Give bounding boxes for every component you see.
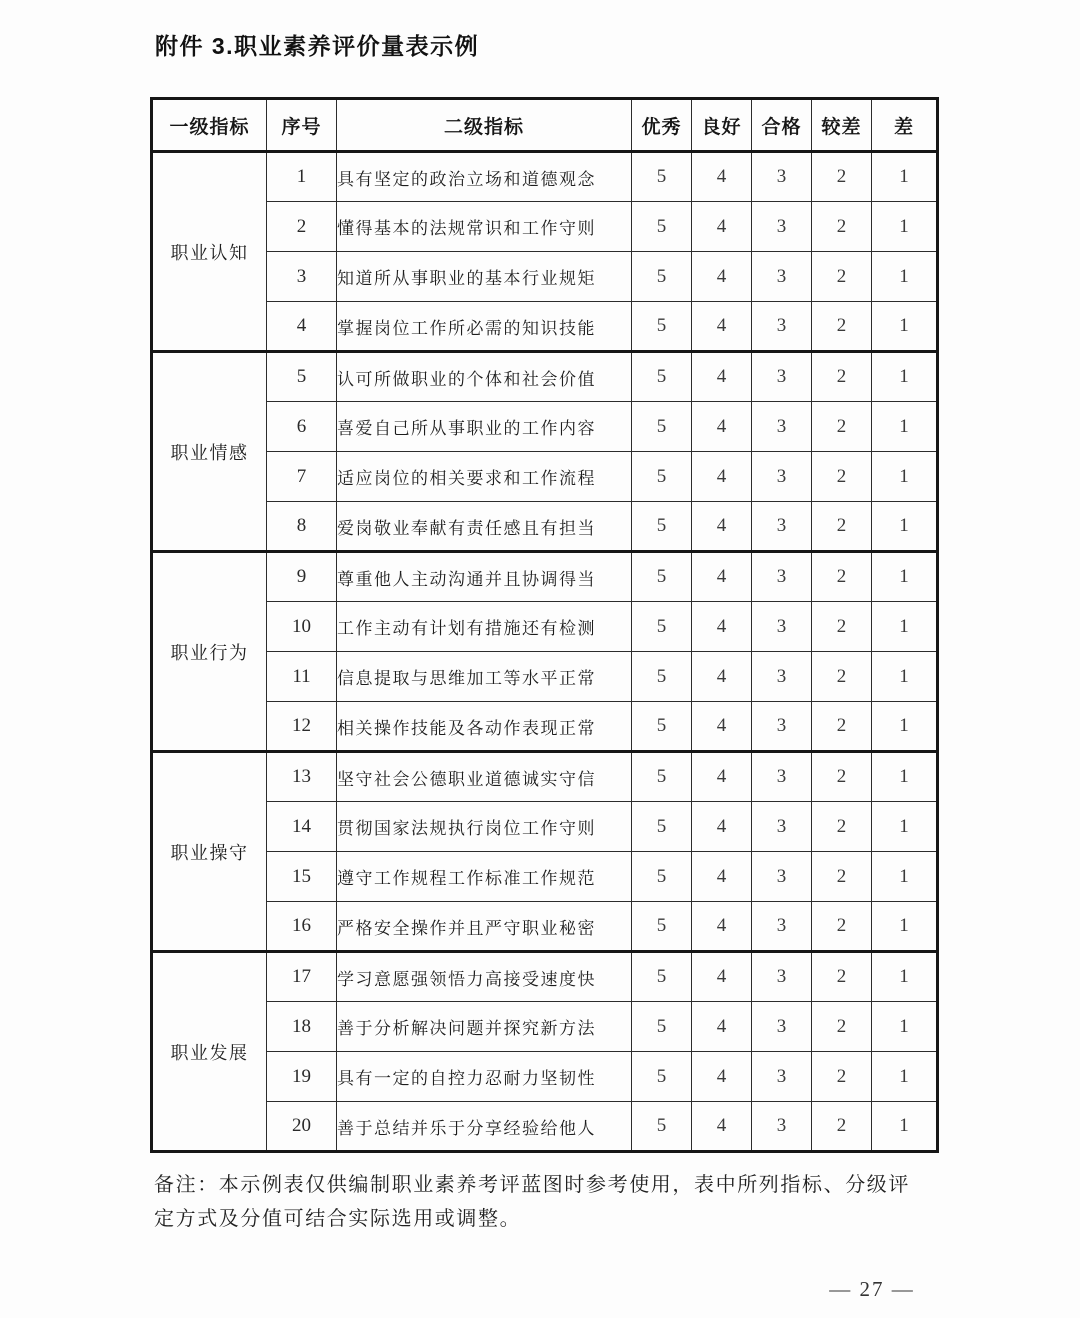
table-row: [152, 1052, 938, 1102]
table-row: [152, 1102, 938, 1152]
score-cell: 1: [872, 1002, 938, 1052]
score-cell: 4: [692, 802, 752, 852]
score-cell: 3: [752, 702, 812, 752]
score-cell: 3: [752, 1002, 812, 1052]
score-cell: 3: [752, 302, 812, 352]
serial-number-cell: 10: [267, 602, 337, 652]
score-cell: 1: [872, 802, 938, 852]
serial-number-cell: 14: [267, 802, 337, 852]
table-row: [152, 1002, 938, 1052]
serial-number-cell: 8: [267, 502, 337, 552]
table-row: [152, 202, 938, 252]
header-row: [152, 99, 938, 152]
score-cell: 1: [872, 302, 938, 352]
score-cell: 2: [812, 702, 872, 752]
score-cell: 2: [812, 1002, 872, 1052]
table-row: [152, 152, 938, 202]
score-cell: 1: [872, 852, 938, 902]
score-cell: 1: [872, 402, 938, 452]
second-level-indicator-cell: 爱岗敬业奉献有责任感且有担当: [337, 502, 632, 552]
serial-number-cell: 12: [267, 702, 337, 752]
header-serial-number: 序号: [267, 99, 337, 152]
score-cell: 1: [872, 452, 938, 502]
score-cell: 3: [752, 202, 812, 252]
score-cell: 4: [692, 952, 752, 1002]
score-cell: 2: [812, 1052, 872, 1102]
serial-number-cell: 2: [267, 202, 337, 252]
score-cell: 1: [872, 502, 938, 552]
score-cell: 4: [692, 1052, 752, 1102]
table-row: [152, 902, 938, 952]
score-cell: 5: [632, 1052, 692, 1102]
table-row: [152, 302, 938, 352]
second-level-indicator-cell: 喜爱自己所从事职业的工作内容: [337, 402, 632, 452]
header-poor: 差: [872, 99, 938, 152]
score-cell: 2: [812, 352, 872, 402]
second-level-indicator-cell: 具有坚定的政治立场和道德观念: [337, 152, 632, 202]
score-cell: 5: [632, 752, 692, 802]
score-cell: 2: [812, 152, 872, 202]
table-row: [152, 352, 938, 402]
score-cell: 4: [692, 302, 752, 352]
score-cell: 1: [872, 352, 938, 402]
score-cell: 4: [692, 452, 752, 502]
score-cell: 3: [752, 152, 812, 202]
score-cell: 2: [812, 752, 872, 802]
score-cell: 3: [752, 752, 812, 802]
score-cell: 2: [812, 1102, 872, 1152]
indicator-group: [152, 952, 938, 1152]
serial-number-cell: 13: [267, 752, 337, 802]
second-level-indicator-cell: 善于总结并乐于分享经验给他人: [337, 1102, 632, 1152]
score-cell: 2: [812, 802, 872, 852]
indicator-group: [152, 552, 938, 752]
page-title: 附件 3.职业素养评价量表示例: [155, 33, 480, 59]
indicator-group: [152, 152, 938, 352]
score-cell: 3: [752, 952, 812, 1002]
score-cell: 4: [692, 1102, 752, 1152]
table-row: [152, 452, 938, 502]
score-cell: 4: [692, 552, 752, 602]
score-cell: 3: [752, 452, 812, 502]
score-cell: 4: [692, 502, 752, 552]
second-level-indicator-cell: 懂得基本的法规常识和工作守则: [337, 202, 632, 252]
first-level-indicator-cell: 职业行为: [152, 552, 267, 752]
serial-number-cell: 11: [267, 652, 337, 702]
table-row: [152, 952, 938, 1002]
score-cell: 3: [752, 1052, 812, 1102]
serial-number-cell: 3: [267, 252, 337, 302]
serial-number-cell: 19: [267, 1052, 337, 1102]
score-cell: 5: [632, 252, 692, 302]
score-cell: 1: [872, 1052, 938, 1102]
second-level-indicator-cell: 遵守工作规程工作标准工作规范: [337, 852, 632, 902]
second-level-indicator-cell: 善于分析解决问题并探究新方法: [337, 1002, 632, 1052]
score-cell: 1: [872, 152, 938, 202]
header-qualified: 合格: [752, 99, 812, 152]
score-cell: 5: [632, 1102, 692, 1152]
second-level-indicator-cell: 具有一定的自控力忍耐力坚韧性: [337, 1052, 632, 1102]
second-level-indicator-cell: 尊重他人主动沟通并且协调得当: [337, 552, 632, 602]
score-cell: 5: [632, 602, 692, 652]
serial-number-cell: 17: [267, 952, 337, 1002]
table-row: [152, 552, 938, 602]
second-level-indicator-cell: 坚守社会公德职业道德诚实守信: [337, 752, 632, 802]
second-level-indicator-cell: 信息提取与思维加工等水平正常: [337, 652, 632, 702]
score-cell: 2: [812, 452, 872, 502]
score-cell: 4: [692, 902, 752, 952]
score-cell: 2: [812, 652, 872, 702]
score-cell: 3: [752, 652, 812, 702]
page-number: — 27 —: [829, 1277, 915, 1301]
second-level-indicator-cell: 学习意愿强领悟力高接受速度快: [337, 952, 632, 1002]
score-cell: 5: [632, 952, 692, 1002]
header-good: 良好: [692, 99, 752, 152]
second-level-indicator-cell: 知道所从事职业的基本行业规矩: [337, 252, 632, 302]
score-cell: 1: [872, 602, 938, 652]
second-level-indicator-cell: 适应岗位的相关要求和工作流程: [337, 452, 632, 502]
score-cell: 1: [872, 202, 938, 252]
table-row: [152, 802, 938, 852]
header-rather-poor: 较差: [812, 99, 872, 152]
score-cell: 5: [632, 402, 692, 452]
score-cell: 2: [812, 852, 872, 902]
header-excellent: 优秀: [632, 99, 692, 152]
second-level-indicator-cell: 贯彻国家法规执行岗位工作守则: [337, 802, 632, 852]
score-cell: 4: [692, 702, 752, 752]
score-cell: 4: [692, 1002, 752, 1052]
table-row: [152, 652, 938, 702]
score-cell: 1: [872, 1102, 938, 1152]
score-cell: 3: [752, 552, 812, 602]
serial-number-cell: 18: [267, 1002, 337, 1052]
second-level-indicator-cell: 认可所做职业的个体和社会价值: [337, 352, 632, 402]
score-cell: 4: [692, 602, 752, 652]
score-cell: 3: [752, 1102, 812, 1152]
score-cell: 2: [812, 902, 872, 952]
score-cell: 1: [872, 702, 938, 752]
table-row: [152, 602, 938, 652]
score-cell: 5: [632, 702, 692, 752]
footnote-line: 备注：本示例表仅供编制职业素养考评蓝图时参考使用，表中所列指标、分级评: [154, 1174, 910, 1196]
table-row: [152, 502, 938, 552]
serial-number-cell: 5: [267, 352, 337, 402]
score-cell: 3: [752, 852, 812, 902]
score-cell: 3: [752, 352, 812, 402]
serial-number-cell: 16: [267, 902, 337, 952]
serial-number-cell: 9: [267, 552, 337, 602]
score-cell: 4: [692, 152, 752, 202]
score-cell: 2: [812, 952, 872, 1002]
score-cell: 5: [632, 302, 692, 352]
second-level-indicator-cell: 工作主动有计划有措施还有检测: [337, 602, 632, 652]
score-cell: 3: [752, 902, 812, 952]
score-cell: 2: [812, 252, 872, 302]
score-cell: 4: [692, 402, 752, 452]
score-cell: 4: [692, 852, 752, 902]
score-cell: 1: [872, 252, 938, 302]
score-cell: 5: [632, 802, 692, 852]
score-cell: 5: [632, 1002, 692, 1052]
table-row: [152, 852, 938, 902]
score-cell: 2: [812, 402, 872, 452]
score-cell: 2: [812, 602, 872, 652]
score-cell: 5: [632, 502, 692, 552]
indicator-group: [152, 352, 938, 552]
score-cell: 4: [692, 202, 752, 252]
header-second-level-indicator: 二级指标: [337, 99, 632, 152]
score-cell: 1: [872, 552, 938, 602]
score-cell: 3: [752, 602, 812, 652]
score-cell: 5: [632, 152, 692, 202]
table-row: [152, 252, 938, 302]
score-cell: 1: [872, 902, 938, 952]
score-cell: 2: [812, 302, 872, 352]
score-cell: 4: [692, 752, 752, 802]
score-cell: 3: [752, 502, 812, 552]
footnote-line: 定方式及分值可结合实际选用或调整。: [154, 1208, 522, 1230]
table-row: [152, 702, 938, 752]
first-level-indicator-cell: 职业情感: [152, 352, 267, 552]
score-cell: 1: [872, 652, 938, 702]
first-level-indicator-cell: 职业操守: [152, 752, 267, 952]
footnote: [154, 1168, 946, 1236]
score-cell: 4: [692, 652, 752, 702]
score-cell: 2: [812, 202, 872, 252]
score-cell: 3: [752, 802, 812, 852]
serial-number-cell: 7: [267, 452, 337, 502]
table-header: [152, 99, 938, 152]
score-cell: 5: [632, 552, 692, 602]
score-cell: 1: [872, 752, 938, 802]
score-cell: 2: [812, 552, 872, 602]
score-cell: 4: [692, 252, 752, 302]
score-cell: 4: [692, 352, 752, 402]
second-level-indicator-cell: 相关操作技能及各动作表现正常: [337, 702, 632, 752]
serial-number-cell: 15: [267, 852, 337, 902]
table-row: [152, 402, 938, 452]
first-level-indicator-cell: 职业认知: [152, 152, 267, 352]
score-cell: 5: [632, 202, 692, 252]
score-cell: 5: [632, 452, 692, 502]
second-level-indicator-cell: 掌握岗位工作所必需的知识技能: [337, 302, 632, 352]
score-cell: 5: [632, 652, 692, 702]
first-level-indicator-cell: 职业发展: [152, 952, 267, 1152]
score-cell: 1: [872, 952, 938, 1002]
score-cell: 3: [752, 252, 812, 302]
table-row: [152, 752, 938, 802]
serial-number-cell: 1: [267, 152, 337, 202]
score-cell: 5: [632, 852, 692, 902]
score-cell: 2: [812, 502, 872, 552]
serial-number-cell: 4: [267, 302, 337, 352]
evaluation-table: [150, 97, 939, 1153]
serial-number-cell: 6: [267, 402, 337, 452]
indicator-group: [152, 752, 938, 952]
score-cell: 5: [632, 902, 692, 952]
serial-number-cell: 20: [267, 1102, 337, 1152]
score-cell: 5: [632, 352, 692, 402]
score-cell: 3: [752, 402, 812, 452]
second-level-indicator-cell: 严格安全操作并且严守职业秘密: [337, 902, 632, 952]
header-first-level-indicator: 一级指标: [152, 99, 267, 152]
